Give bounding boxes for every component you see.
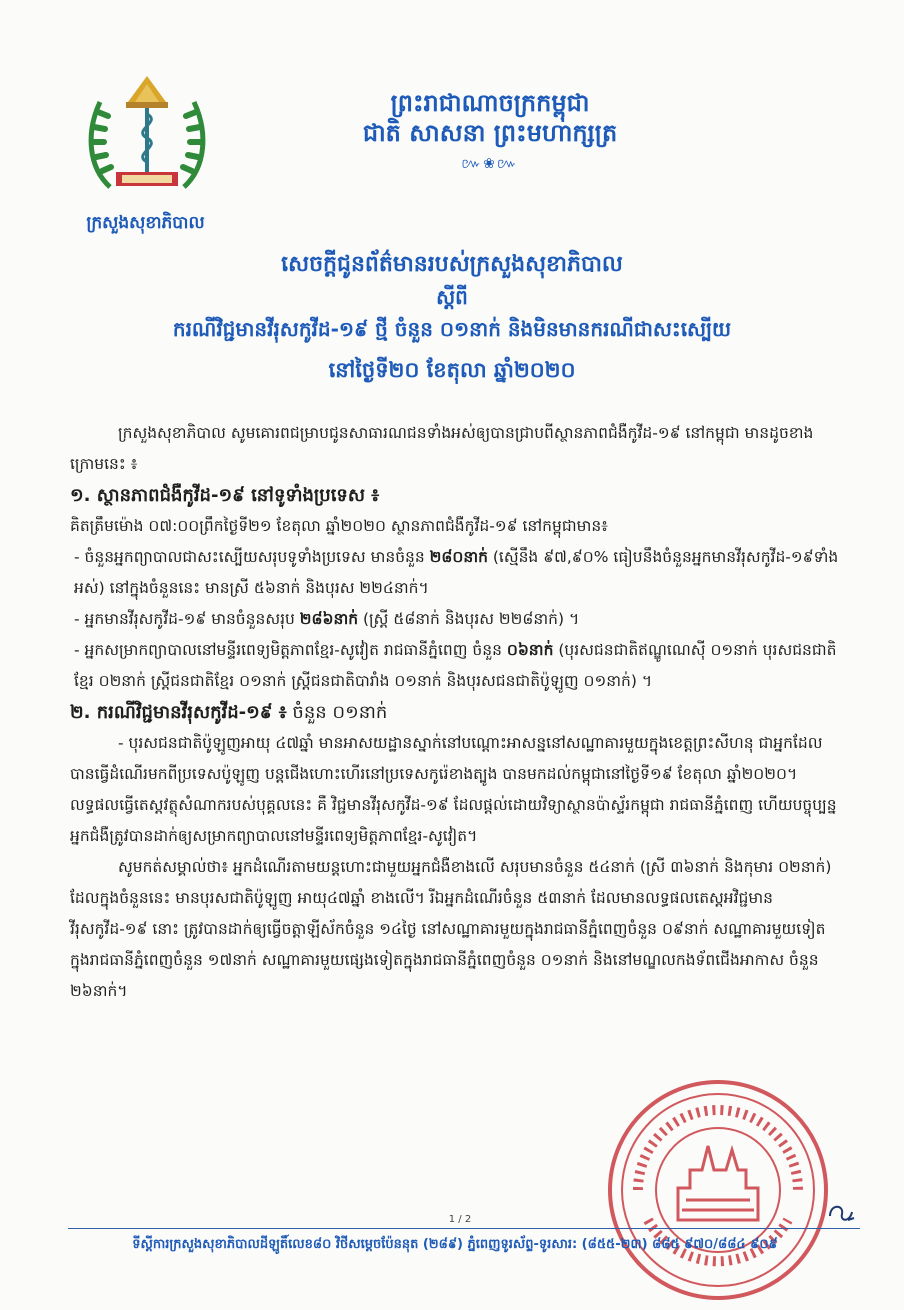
bullet-recovered: - ចំនួនអ្នកព្យាបាលជាសះស្បើយសរុបទូទាំងប្រទេស មានចំនួន ២៨០នាក់ (ស្មើនឹង ៩៧,៩០% ធៀបនឹងចំនួនអ្នកមានវីរុសកូវីដ-១៩ទាំងអស់) នៅក្នុងចំនួននេះ មានស្រី ៥៦នាក់ និងបុរស ២២៤នាក់។ <box>74 548 839 597</box>
title-line-1: សេចក្តីជូនព័ត៌មានរបស់ក្រសួងសុខាភិបាល <box>281 252 623 277</box>
ornament: ៚❀៚ <box>461 156 519 172</box>
title-date: នៅថ្ងៃទី២០ ខែតុលា ឆ្នាំ២០២០ <box>328 358 576 382</box>
title-line-2: ស្តីពី <box>436 285 468 309</box>
angkor-temple-icon <box>678 1146 758 1220</box>
bullet-total-cases: - អ្នកមានវីរុសកូវីដ-១៩ មានចំនួនសរុប ២៨៦នាក់ (ស្ត្រី ៥៨នាក់ និងបុរស ២២៨នាក់) ។ <box>74 610 580 628</box>
ministry-name: ក្រសួងសុខាភិបាល <box>86 213 205 233</box>
nation-religion-king-line: ជាតិ សាសនា ព្រះមហាក្សត្រ <box>362 119 618 147</box>
bullet-hospitalized: - អ្នកសម្រាកព្យាបាលនៅមន្ទីរពេទ្យមិត្តភាពខ្មែរ-សូវៀត រាជធានីភ្នំពេញ ចំនួន ០៦នាក់ (បុរសជនជាតិឥណ្ឌូណេស៊ី ០១នាក់ បុរសជនជាតិខ្មែរ ០២នាក់ ស្ត្រីជនជាតិខ្មែរ ០១នាក់ ស្ត្រីជនជាតិបារាំង ០១នាក់ និងបុរសជនជាតិប៉ូឡូញ ០១នាក់) ។ <box>74 641 837 690</box>
section-1-heading: ១. ស្ថានភាពជំងឺកូវីដ-១៩ នៅទូទាំងប្រទេស ៖ <box>70 485 380 506</box>
footer-divider <box>68 1228 860 1229</box>
kingdom-motto <box>300 88 680 148</box>
ministry-logo <box>80 72 214 202</box>
document-title <box>60 248 844 390</box>
kingdom-line: ព្រះរាជាណាចក្រកម្ពុជា <box>390 89 590 117</box>
section-2-paragraph: - បុរសជនជាតិប៉ូឡូញអាយុ ៤៧ឆ្នាំ មានអាសយដ្ឋានស្នាក់នៅបណ្តោះអាសន្ននៅសណ្ឋាគារមួយក្នុងខេត្តព្រះសីហនុ ជាអ្នកដែលបានធ្វើដំណើរមកពីប្រទេសប៉ូឡូញ បន្តជើងហោះហើរនៅប្រទេសកូរ៉េខាងត្បូង បានមកដល់កម្ពុជានៅថ្ងៃទី១៩ ខែតុលា ឆ្នាំ២០២០។ លទ្ធផលធ្វើតេស្តវត្ថុសំណាករបស់បុគ្គលនេះ គឺ វិជ្ជមានវីរុសកូវីដ-១៩ ដែលផ្តល់ដោយវិទ្យាស្ថានប៉ាស្ទ័រកម្ពុជា រាជធានីភ្នំពេញ ហើយបច្ចុប្បន្ន អ្នកជំងឺត្រូវបានដាក់ឲ្យសម្រាកព្យាបាលនៅមន្ទីរពេទ្យមិត្តភាពខ្មែរ-សូវៀត។ <box>70 734 837 845</box>
intro-paragraph: ក្រសួងសុខាភិបាល សូមគោរពជម្រាបជូនសាធារណជនទាំងអស់ឲ្យបានជ្រាបពីស្ថានភាពជំងឺកូវីដ-១៩ នៅកម្ពុជា មានដូចខាងក្រោមនេះ ៖ <box>70 424 814 473</box>
title-line-3: ករណីវិជ្ជមានវីរុសកូវីដ-១៩ ថ្មី ចំនួន ០១នាក់ និងមិនមានករណីជាសះស្បើយ <box>172 317 732 341</box>
crown-icon <box>126 76 168 108</box>
note-paragraph: សូមកត់សម្គាល់ថា៖ អ្នកដំណើរតាមយន្តហោះជាមួយអ្នកជំងឺខាងលើ សរុបមានចំនួន ៥៤នាក់ (ស្រី ៣៦នាក់ និងកុមារ ០២នាក់) ដែលក្នុងចំនួននេះ មានបុរសជាតិប៉ូឡូញ អាយុ៤៧ឆ្នាំ ខាងលើ។ រីឯអ្នកដំណើរចំនួន ៥៣នាក់ ដែលមានលទ្ធផលតេស្តអវិជ្ជមានវីរុសកូវីដ-១៩ នោះ ត្រូវបានដាក់ឲ្យធ្វើចត្តាឡីស័កចំនួន ១៤ថ្ងៃ នៅសណ្ឋាគារមួយក្នុងរាជធានីភ្នំពេញចំនួន ០៩នាក់ សណ្ឋាគារមួយទៀតក្នុងរាជធានីភ្នំពេញចំនួន ១៧នាក់ សណ្ឋាគារមួយផ្សេងទៀតក្នុងរាជធានីភ្នំពេញចំនួន ០១នាក់ និងនៅមណ្ឌលកងទ័ពជើងអាកាស ចំនួន ២៦នាក់។ <box>70 858 832 1000</box>
page-number: 1 / 2 <box>448 1214 472 1225</box>
footer-address: ទីស្តីការក្រសួងសុខាភិបាលដីឡូតិ៍លេខ៨០ វិថីសម្តេចប៉ែននុត (២៨៩) ភ្នំពេញទូរស័ព្ទ-ទូរសារ: (៨៥៥-២៣) ៨៨៥ ៩៧០/៨៨៤ ៩០៩ <box>132 1237 778 1252</box>
document-body <box>70 418 842 1007</box>
caduceus-icon <box>143 108 152 172</box>
section-2-heading: ២. ករណីវិជ្ជមានវីរុសកូវីដ-១៩ ៖ ចំនួន ០១នាក់ <box>70 702 388 723</box>
section-1-lead: គិតត្រឹមម៉ោង ០៧:០០ព្រឹកថ្ងៃទី២១ ខែតុលា ឆ្នាំ២០២០ ស្ថានភាពជំងឺកូវីដ-១៩ នៅកម្ពុជាមាន៖ <box>70 517 608 535</box>
official-seal-stamp <box>598 1070 838 1310</box>
signature-mark <box>826 1200 856 1224</box>
